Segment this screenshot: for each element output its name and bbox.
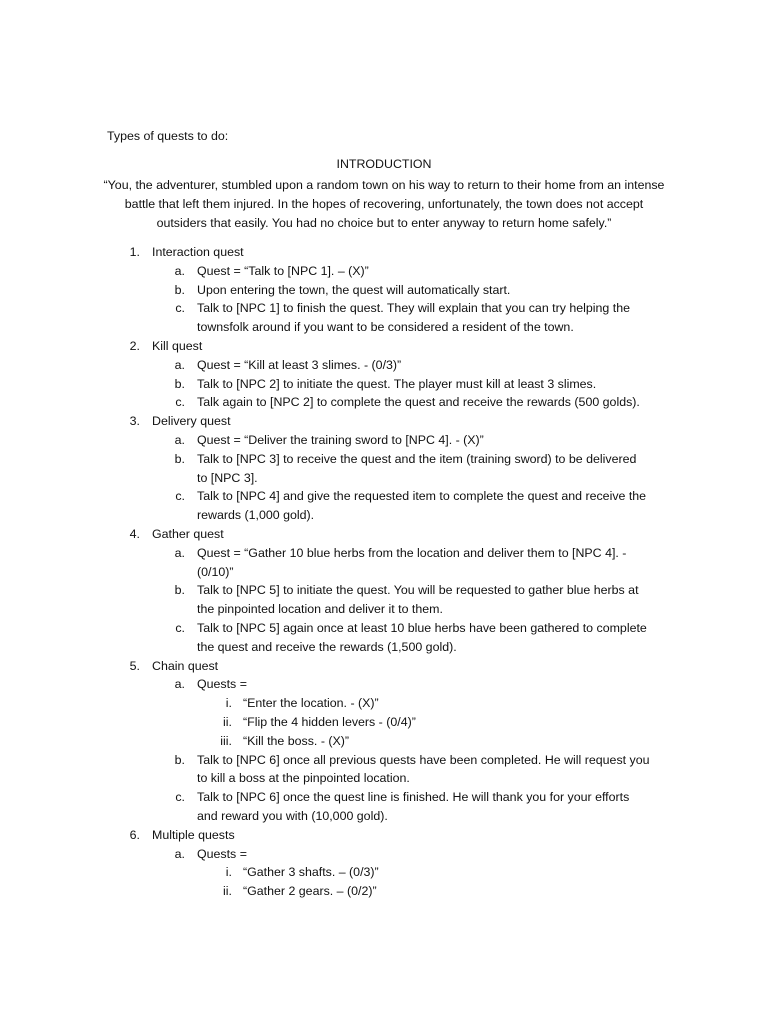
intro-title: INTRODUCTION: [336, 157, 432, 171]
intro-text: “You, the adventurer, stumbled upon a random town on his way to return to their home from an intense battle that left them injured. In the hopes of recovering, unfortunately, the town does not accept outsiders that easily. You had no choice but to enter anyway to return home safely.”: [103, 178, 665, 230]
item-text: Talk to [NPC 5] again once at least 10 blue herbs have been gathered to complete: [197, 621, 647, 635]
item-text: (0/10)”: [197, 564, 234, 579]
item-marker: c.: [175, 489, 185, 504]
item-text: Talk to [NPC 3] to receive the quest and the item (training sword) to be delivered: [197, 451, 637, 466]
item-text: Talk to [NPC 6] once all previous quests have been completed. He will request you: [197, 752, 650, 767]
subitem-marker: iii.: [220, 733, 232, 748]
item-text: Talk again to [NPC 2] to complete the quest and receive the rewards (500 golds).: [197, 395, 640, 410]
item-text: Quest = “Deliver the training sword to [NPC 4]. - (X)”: [197, 433, 484, 447]
item-text: to kill a boss at the pinpointed location.: [197, 771, 410, 786]
item-text: Talk to [NPC 2] to initiate the quest. The player must kill at least 3 slimes.: [197, 376, 597, 391]
item-text: Talk to [NPC 5] to initiate the quest. You will be requested to gather blue herbs at: [197, 583, 639, 598]
quest-title: Gather quest: [152, 527, 224, 541]
item-marker: b.: [174, 451, 185, 466]
subitem-marker: i.: [225, 696, 232, 711]
quest-number: 4.: [129, 527, 140, 541]
item-text: the pinpointed location and deliver it to them.: [197, 602, 443, 617]
quest-number: 6.: [129, 827, 140, 842]
item-text: Quest = “Talk to [NPC 1]. – (X)”: [197, 263, 369, 278]
quest-title: Kill quest: [152, 339, 203, 353]
item-marker: a.: [174, 677, 185, 692]
item-marker: c.: [175, 301, 185, 316]
subitem-marker: i.: [225, 865, 232, 880]
item-marker: a.: [174, 433, 185, 447]
item-marker: b.: [174, 752, 185, 767]
subitem-marker: ii.: [223, 715, 232, 729]
quest-title: Multiple quests: [152, 827, 235, 842]
quest-number: 5.: [129, 658, 140, 673]
item-marker: b.: [174, 282, 185, 297]
item-text: townsfolk around if you want to be considered a resident of the town.: [197, 320, 574, 335]
item-text: Talk to [NPC 4] and give the requested item to complete the quest and receive the: [197, 489, 647, 504]
item-text: Talk to [NPC 6] once the quest line is finished. He will thank you for your efforts: [197, 790, 630, 805]
subitem-text: “Kill the boss. - (X)”: [243, 733, 350, 748]
item-marker: a.: [174, 263, 185, 278]
item-text: Quests =: [197, 677, 247, 692]
page-heading: Types of quests to do:: [107, 129, 229, 143]
subitem-text: “Gather 3 shafts. – (0/3)”: [243, 865, 379, 880]
item-text: the quest and receive the rewards (1,500 gold).: [197, 639, 457, 654]
quest-title: Chain quest: [152, 658, 219, 673]
item-marker: c.: [175, 395, 185, 410]
subitem-text: “Gather 2 gears. – (0/2)”: [243, 884, 377, 899]
item-marker: a.: [174, 357, 185, 372]
item-text: Talk to [NPC 1] to finish the quest. They will explain that you can try helping the: [197, 301, 630, 316]
item-text: and reward you with (10,000 gold).: [197, 809, 388, 823]
item-marker: b.: [174, 583, 185, 598]
item-text: rewards (1,000 gold).: [197, 508, 315, 523]
item-text: Quest = “Gather 10 blue herbs from the location and deliver them to [NPC 4]. -: [197, 545, 627, 560]
item-marker: c.: [175, 621, 185, 635]
item-marker: a.: [174, 846, 185, 861]
quest-title: Interaction quest: [152, 245, 244, 259]
item-marker: a.: [174, 545, 185, 560]
subitem-text: “Flip the 4 hidden levers - (0/4)”: [243, 715, 416, 729]
item-text: Quests =: [197, 846, 247, 861]
quest-number: 2.: [129, 339, 140, 353]
item-marker: b.: [174, 376, 185, 391]
item-text: to [NPC 3].: [197, 470, 258, 485]
subitem-text: “Enter the location. - (X)”: [243, 696, 379, 711]
item-marker: c.: [175, 790, 185, 805]
quest-number: 3.: [129, 414, 140, 429]
quest-number: 1.: [129, 245, 140, 259]
subitem-marker: ii.: [223, 884, 232, 899]
quest-title: Delivery quest: [152, 414, 231, 429]
item-text: Quest = “Kill at least 3 slimes. - (0/3)”: [197, 357, 402, 372]
item-text: Upon entering the town, the quest will automatically start.: [197, 282, 511, 297]
